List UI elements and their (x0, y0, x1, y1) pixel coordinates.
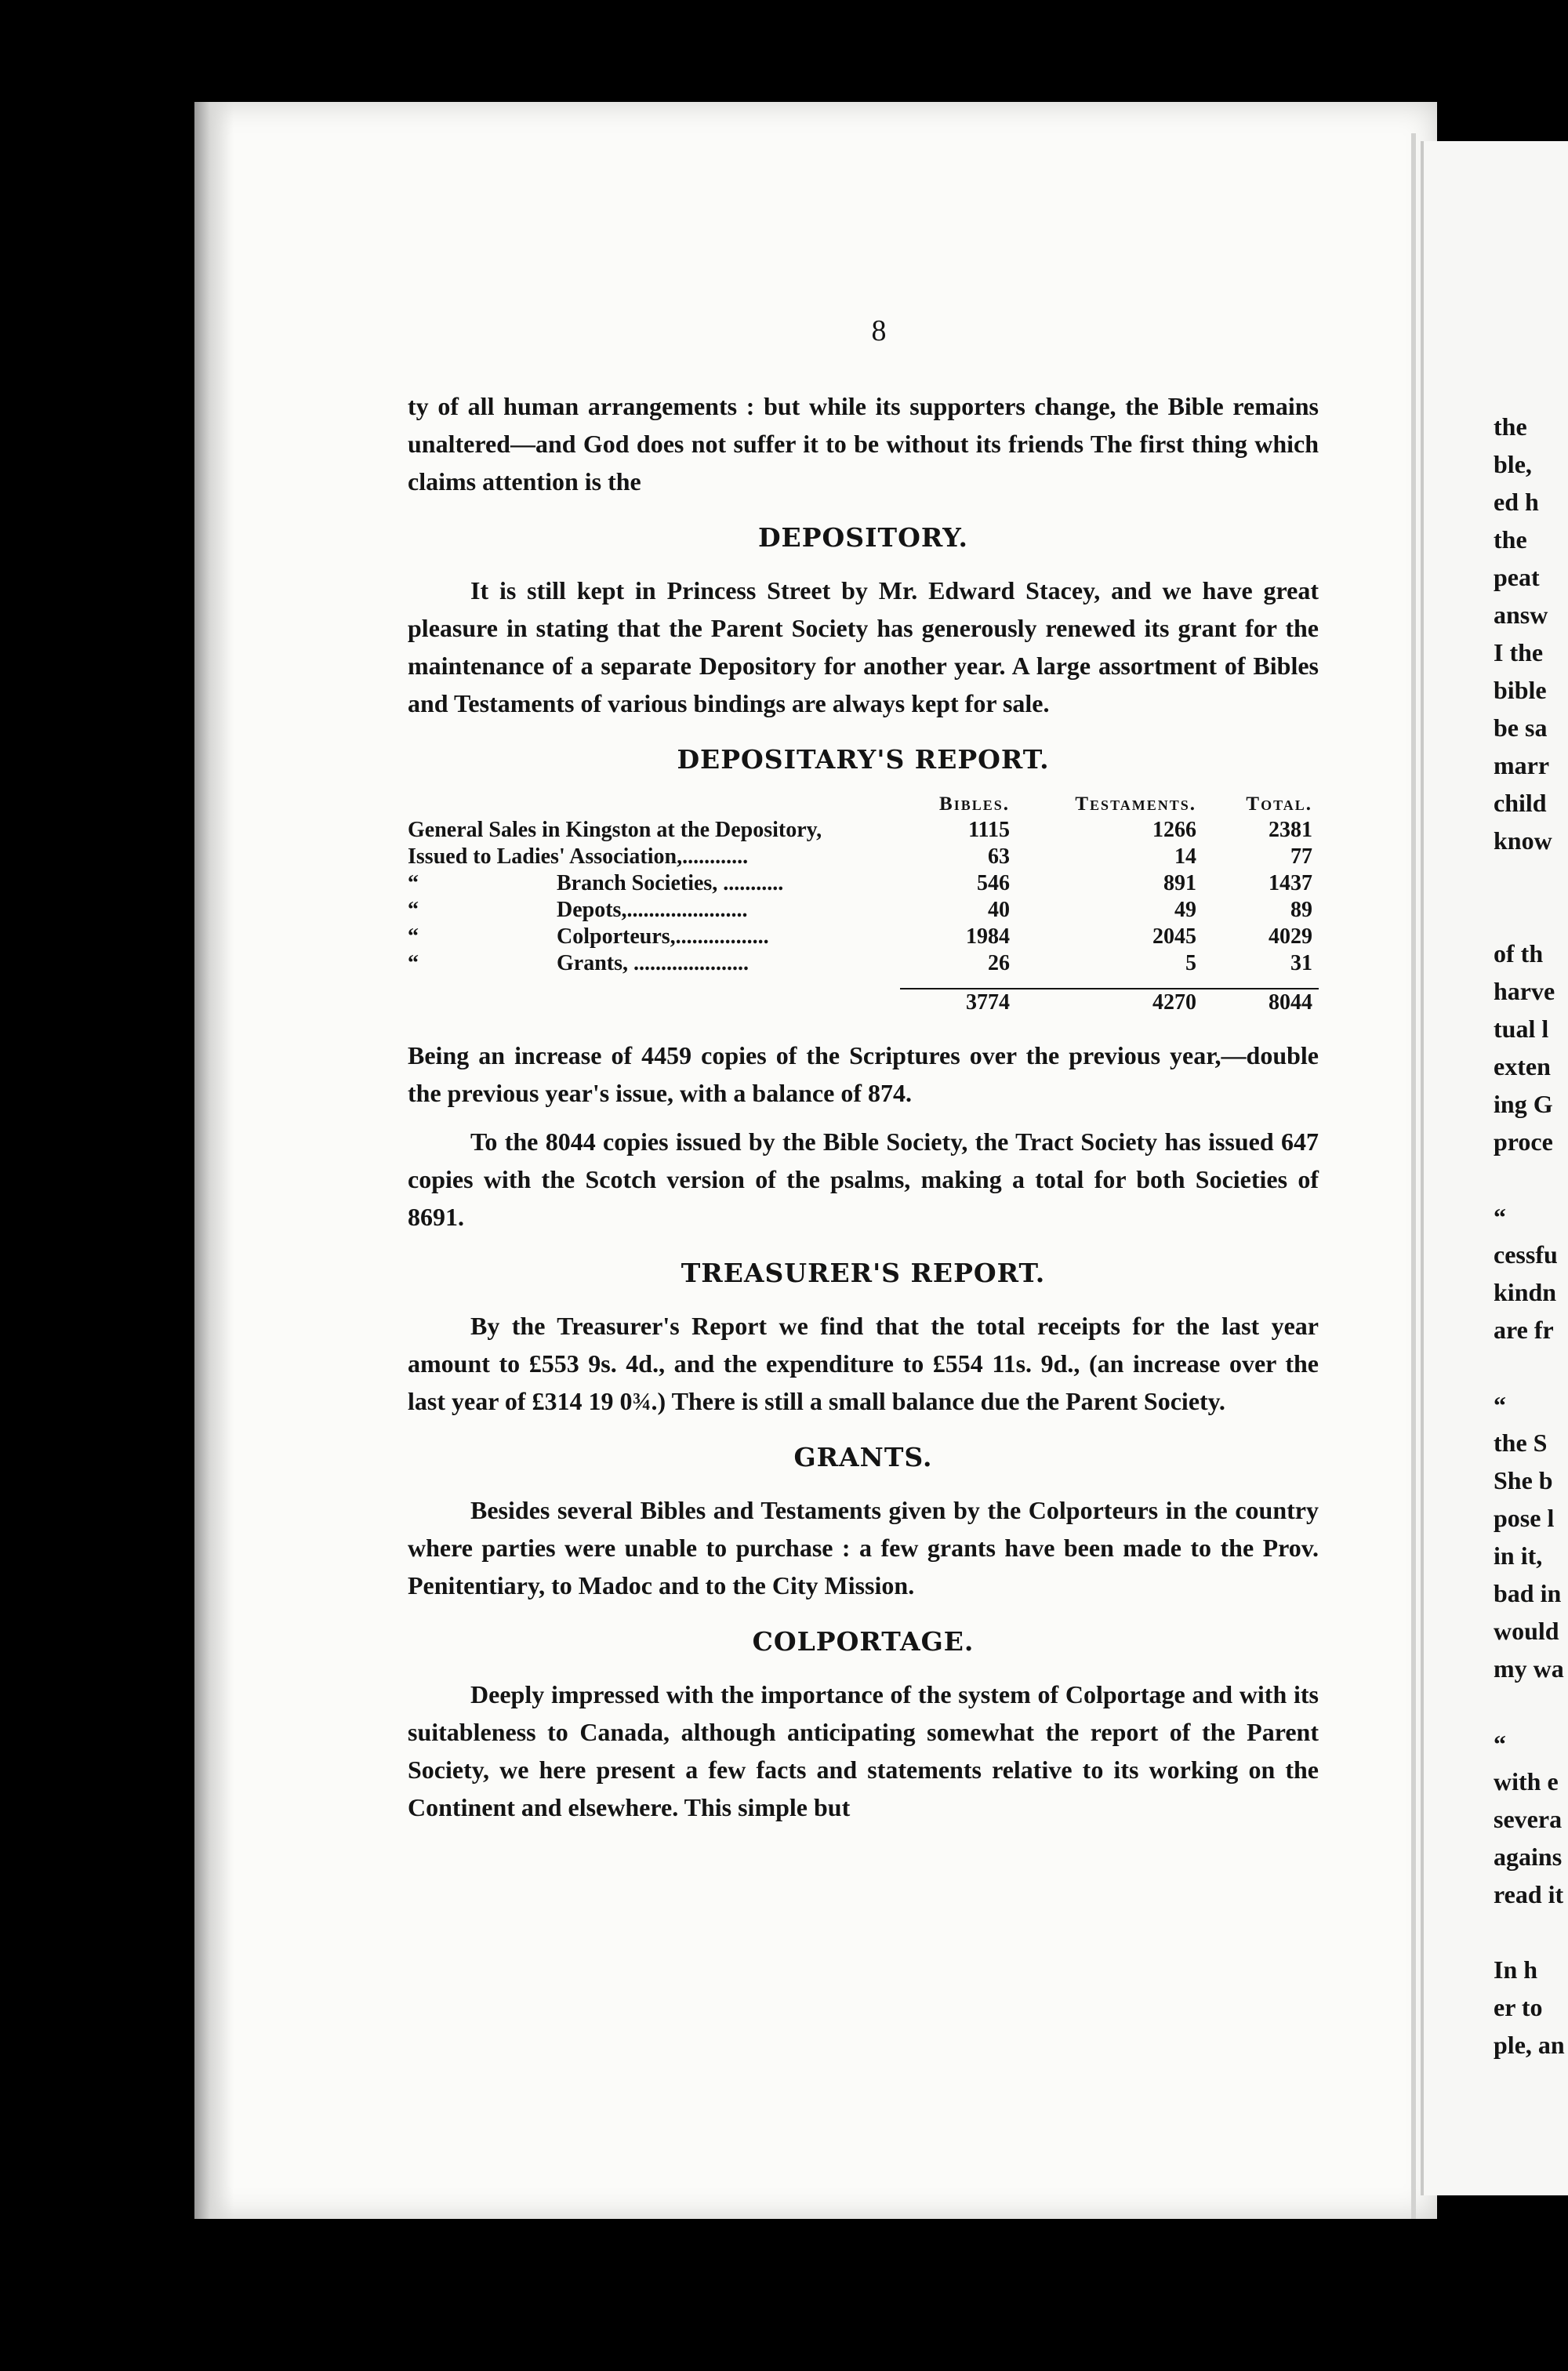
total-cell: 4029 (1269, 924, 1312, 949)
heading-depositary-report: DEPOSITARY'S REPORT. (677, 744, 1050, 775)
facing-page-line: peat (1494, 563, 1540, 591)
facing-page-line: ed h (1494, 488, 1539, 516)
total-cell: 77 (1290, 844, 1312, 869)
facing-page-line: would (1494, 1617, 1559, 1645)
row-label: General Sales in Kingston at the Depository, (408, 818, 822, 842)
page-number: 8 (871, 314, 887, 347)
facing-page-line: kindn (1494, 1278, 1557, 1306)
facing-page-line (1494, 897, 1565, 935)
grand-total: 8044 (1269, 990, 1312, 1015)
facing-page-line: tual l (1494, 1015, 1549, 1043)
grants-paragraph: Besides several Bibles and Testaments given by the Colporteurs in the country where parties were unable to purchase : a few grants have been made to the Prov. Penitentiary, to Madoc and to the City Mission. (408, 1496, 1319, 1599)
table-row (408, 844, 1319, 870)
row-label: Depots,...................... (557, 898, 748, 922)
facing-page-line: ple, an (1494, 2031, 1565, 2059)
table-row (408, 950, 1319, 977)
ditto-mark: “ (408, 951, 419, 975)
facing-page-line (1494, 859, 1565, 897)
increase-paragraph: Being an increase of 4459 copies of the Scriptures over the previous year,—double the previous year's issue, with a balance of 874. (408, 1041, 1319, 1107)
colportage-paragraph: Deeply impressed with the importance of the system of Colportage and with its suitableness to Canada, although anticipating somewhat the report of the Parent Society, we here present a few facts and statements relative to its working on the Continent and elsewhere. This simple but (408, 1680, 1319, 1821)
ditto-mark: “ (408, 871, 419, 895)
tract-paragraph: To the 8044 copies issued by the Bible Society, the Tract Society has issued 647 copies with the Scotch version of the psalms, making a total for both Societies of 8691. (408, 1127, 1319, 1231)
testaments-cell: 49 (1174, 898, 1196, 922)
facing-page-line: proce (1494, 1127, 1553, 1156)
total-cell: 2381 (1269, 818, 1312, 842)
bibles-cell: 63 (988, 844, 1010, 869)
facing-page-line: pose l (1494, 1504, 1555, 1532)
heading-colportage: COLPORTAGE. (752, 1626, 975, 1657)
bibles-cell: 1984 (966, 924, 1010, 949)
ditto-mark: “ (408, 924, 419, 949)
bibles-cell: 26 (988, 951, 1010, 975)
facing-page-line (1494, 1349, 1565, 1386)
table-row (408, 897, 1319, 924)
facing-page-line: marr (1494, 751, 1550, 779)
facing-page-line: are fr (1494, 1316, 1554, 1344)
facing-page-line: in it, (1494, 1541, 1543, 1570)
facing-page-line: ing G (1494, 1090, 1553, 1118)
facing-page-text (1494, 408, 1565, 2064)
facing-page-line: bible (1494, 676, 1547, 704)
facing-page-line: of th (1494, 939, 1544, 968)
depository-paragraph: It is still kept in Princess Street by Mr. Edward Stacey, and we have great pleasure in stating that the Parent Society has generously renewed its grant for the maintenance of a separate Depository for another year. A large assortment of Bibles and Testaments of various bindings are always kept for sale. (408, 576, 1319, 717)
facing-page-line: my wa (1494, 1654, 1564, 1683)
facing-page-line: er to (1494, 1993, 1543, 2021)
row-label: Colporteurs,................. (557, 924, 769, 949)
column-header-bibles: Bibles. (939, 793, 1010, 815)
total-cell: 1437 (1269, 871, 1312, 895)
bibles-cell: 546 (977, 871, 1010, 895)
testaments-cell: 891 (1163, 871, 1196, 895)
facing-page-line: agains (1494, 1843, 1563, 1871)
row-label: Branch Societies, ........... (557, 871, 784, 895)
facing-page-line: bad in (1494, 1579, 1562, 1607)
row-label: Issued to Ladies' Association,............ (408, 844, 749, 869)
testaments-total: 4270 (1152, 990, 1196, 1015)
ditto-mark: “ (408, 898, 419, 922)
facing-page-line: cessfu (1494, 1240, 1558, 1269)
column-header-testaments: Testaments. (1075, 793, 1196, 815)
facing-page-line: She b (1494, 1466, 1553, 1494)
facing-page-line: “ (1494, 1391, 1506, 1419)
facing-page-line: answ (1494, 601, 1548, 629)
table-row (408, 870, 1319, 897)
testaments-cell: 5 (1185, 951, 1196, 975)
facing-page-line: In h (1494, 1955, 1538, 1984)
heading-depository: DEPOSITORY. (757, 522, 969, 553)
bibles-total: 3774 (966, 990, 1010, 1015)
sum-rule (408, 977, 1319, 989)
facing-page-line: exten (1494, 1052, 1551, 1080)
facing-page-line: ble, (1494, 450, 1532, 478)
facing-page-line: the (1494, 525, 1527, 554)
bibles-cell: 40 (988, 898, 1010, 922)
testaments-cell: 2045 (1152, 924, 1196, 949)
bibles-cell: 1115 (968, 818, 1010, 842)
heading-grants: GRANTS. (793, 1442, 933, 1472)
row-label: Grants, ..................... (557, 951, 749, 975)
facing-page-line (1494, 1913, 1565, 1951)
facing-page-line (1494, 1160, 1565, 1198)
depositary-report-table (408, 793, 1319, 1016)
totals-row (408, 989, 1319, 1016)
facing-page-line: “ (1494, 1730, 1506, 1758)
table-header-row (408, 793, 1319, 817)
total-cell: 31 (1290, 951, 1312, 975)
testaments-cell: 14 (1174, 844, 1196, 869)
spine-shadow (194, 102, 234, 2219)
facing-page-line: “ (1494, 1203, 1506, 1231)
facing-page-line: with e (1494, 1767, 1559, 1795)
page-content (408, 314, 1319, 1826)
treasurer-paragraph: By the Treasurer's Report we find that the total receipts for the last year amount to £553 9s. 4d., and the expenditure to £554 11s. 9d., (an increase over the last year of £314 19 0¾.) There is still a small balance due the Parent Society. (408, 1312, 1319, 1415)
facing-page-line: the S (1494, 1429, 1548, 1457)
facing-page-line: severa (1494, 1805, 1563, 1833)
facing-page-line: I the (1494, 638, 1544, 666)
column-header-total: Total. (1246, 793, 1312, 815)
heading-treasurer-report: TREASURER'S REPORT. (681, 1258, 1046, 1288)
facing-page-line (1494, 1687, 1565, 1725)
total-cell: 89 (1290, 898, 1312, 922)
testaments-cell: 1266 (1152, 818, 1196, 842)
facing-page-line: child (1494, 789, 1547, 817)
facing-page-line: be sa (1494, 713, 1548, 742)
table-row (408, 924, 1319, 950)
facing-page-line: read it (1494, 1880, 1564, 1908)
facing-page-line: the (1494, 412, 1527, 441)
opening-paragraph: ty of all human arrangements : but while its supporters change, the Bible remains unaltered—and God does not suffer it to be without its friends The first thing which claims attention is the (408, 392, 1319, 496)
table-row (408, 817, 1319, 844)
facing-page-line: know (1494, 826, 1552, 855)
page-gutter (1411, 133, 1416, 2219)
facing-page-line: harve (1494, 977, 1555, 1005)
